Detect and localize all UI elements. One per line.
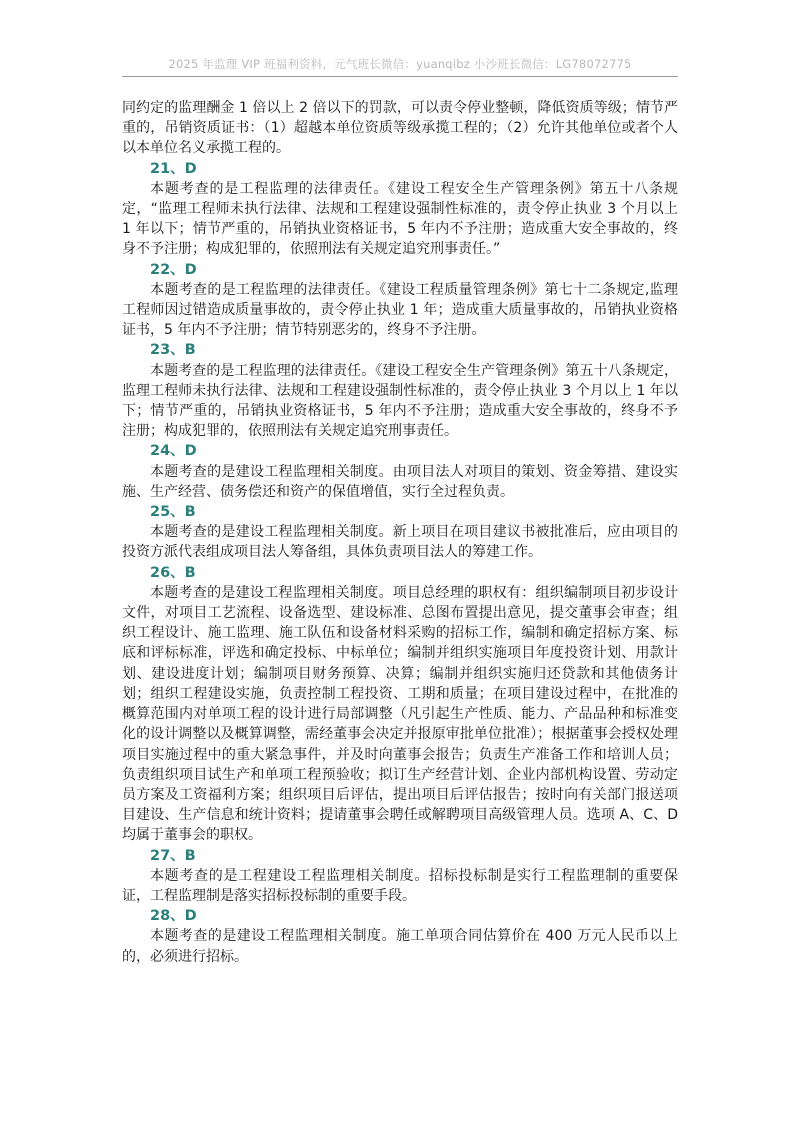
answer-number: 28、D [150, 908, 197, 925]
header-divider [122, 76, 678, 77]
answer-number: 24、D [150, 443, 197, 460]
answer-block [122, 260, 678, 341]
answer-explanation: 本题考查的是工程监理的法律责任。《建设工程安全生产管理条例》第五十八条规定，监理工程师未执行法律、法规和工程建设强制性标准的，责令停止执业 3 个月以上 1 年以下；情节严重的，吊销执业资格证书，5 年内不予注册；造成重大安全事故的，终身不予注册；构成犯罪的，依照刑法有关规定追究刑事责任。 [122, 362, 678, 440]
answer-number: 25、B [150, 504, 196, 521]
answer-explanation: 本题考查的是建设工程监理相关制度。施工单项合同估算价在 400 万元人民币以上的，必须进行招标。 [122, 928, 678, 965]
answer-block [122, 563, 678, 846]
answer-block [122, 906, 678, 967]
intro-paragraph: 同约定的监理酬金 1 倍以上 2 倍以下的罚款，可以责令停业整顿，降低资质等级；情节严重的，吊销资质证书：（1）超越本单位资质等级承揽工程的；（2）允许其他单位或者个人以本单位名义承揽工程的。 [122, 100, 678, 157]
answer-explanation: 本题考查的是工程建设工程监理相关制度。招标投标制是实行工程监理制的重要保证，工程监理制是落实招标投标制的重要手段。 [122, 867, 678, 904]
answer-number: 27、B [150, 847, 196, 864]
answer-block [122, 159, 678, 260]
answer-explanation: 本题考查的是建设工程监理相关制度。由项目法人对项目的策划、资金筹措、建设实施、生产经营、债务偿还和资产的保值增值，实行全过程负责。 [122, 463, 678, 500]
answer-explanation: 本题考查的是建设工程监理相关制度。项目总经理的职权有：组织编制项目初步设计文件，对项目工艺流程、设备选型、建设标准、总图布置提出意见，提交董事会审查；组织工程设计、施工监理、施工队伍和设备材料采购的招标工作，编制和确定招标方案、标底和评标标准，评选和确定投标、中标单位；编制并组织实施项目年度投资计划、用款计划、建设进度计划；编制项目财务预算、决算；编制并组织实施归还贷款和其他债务计划；组织工程建设实施，负责控制工程投资、工期和质量；在项目建设过程中，在批准的概算范围内对单项工程的设计进行局部调整（凡引起生产性质、能力、产品品种和标准变化的设计调整以及概算调整，需经董事会决定并报原审批单位批准）；根据董事会授权处理项目实施过程中的重大紧急事件，并及时向董事会报告；负责生产准备工作和培训人员；负责组织项目试生产和单项工程预验收；拟订生产经营计划、企业内部机构设置、劳动定员方案及工资福利方案；组织项目后评估，提出项目后评估报告；按时向有关部门报送项目建设、生产信息和统计资料；提请董事会聘任或解聘项目高级管理人员。选项 A、C、D 均属于董事会的职权。 [122, 584, 678, 844]
page-header: 2025 年监理 VIP 班福利资料，元气班长微信：yuanqibz 小沙班长微信：LG78072775 [168, 57, 632, 71]
answer-number: 21、D [150, 160, 197, 177]
answer-explanation: 本题考查的是建设工程监理相关制度。新上项目在项目建议书被批准后，应由项目的投资方派代表组成项目法人筹备组，具体负责项目法人的筹建工作。 [122, 524, 678, 561]
answer-block [122, 502, 678, 563]
answer-number: 22、D [150, 261, 197, 278]
answer-block [122, 846, 678, 907]
answer-number: 23、B [150, 342, 196, 359]
document-body [122, 98, 678, 967]
answer-block [122, 340, 678, 441]
answer-explanation: 本题考查的是工程监理的法律责任。《建设工程质量管理条例》第七十二条规定,监理工程师因过错造成质量事故的，责令停止执业 1 年；造成重大质量事故的，吊销执业资格证书，5 年内不予注册；情节特别恶劣的，终身不予注册。 [122, 281, 678, 339]
answer-explanation: 本题考查的是工程监理的法律责任。《建设工程安全生产管理条例》第五十八条规定，“监理工程师未执行法律、法规和工程建设强制性标准的，责令停止执业 3 个月以上 1 年以下；情节严重的，吊销执业资格证书，5 年内不予注册；造成重大安全事故的，终身不予注册；构成犯罪的，依照刑法有关规定追究刑事责任。” [122, 180, 678, 258]
answer-block [122, 441, 678, 502]
answer-number: 26、B [150, 564, 196, 581]
